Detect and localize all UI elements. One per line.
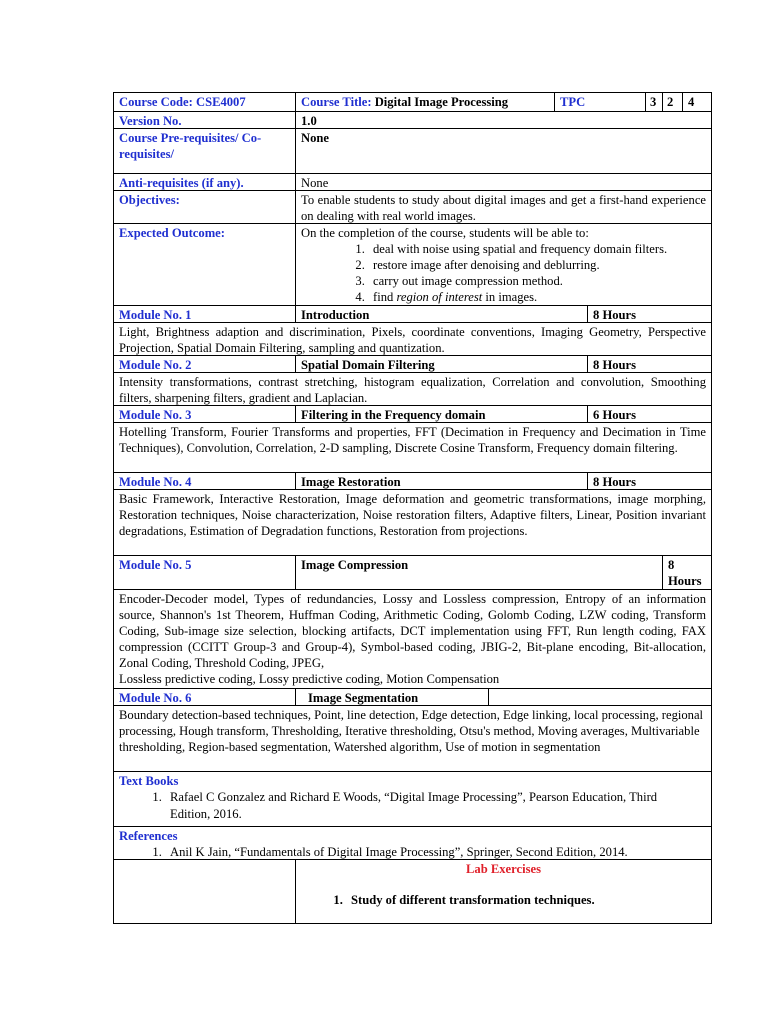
- tpc-label: TPC: [554, 93, 645, 111]
- textbook-item: 1. Rafael C Gonzalez and Richard E Woods, “Digital Image Processing”, Pearson Education, Third Edition, 2016.: [165, 789, 706, 823]
- module-4-no: Module No. 4: [114, 472, 295, 489]
- lab-list: [301, 892, 706, 908]
- module-2-title: Spatial Domain Filtering: [295, 355, 587, 372]
- references-label: References: [119, 829, 178, 843]
- module-4-content: Basic Framework, Interactive Restoration, Image deformation and geometric transformations, image morphing, Restoration techniques, Noise characterization, Noise restoration filters, Adaptive filters, Linear, Position invariant degradations, Estimation of Degradation functions, Restoration from projections.: [114, 489, 711, 555]
- lab-title: Lab Exercises: [466, 862, 541, 876]
- outcome-item: 3. carry out image compression method.: [368, 273, 706, 289]
- objectives-text: To enable students to study about digital images and get a first-hand experience on dealing with real world images.: [295, 190, 711, 223]
- tpc-c-value: 4: [682, 93, 711, 111]
- module-3-content: Hotelling Transform, Fourier Transforms and properties, FFT (Decimation in Frequency and Decimation in Time Techniques), Convolution, Correlation, 2-D sampling, Discrete Cosine Transform, Frequency domain filtering.: [114, 422, 711, 472]
- lab-cell: [295, 859, 711, 923]
- module-1-title: Introduction: [295, 305, 587, 322]
- prereq-value: None: [295, 128, 711, 173]
- module-6-hours: [488, 688, 711, 705]
- module-6-content: Boundary detection-based techniques, Point, line detection, Edge detection, Edge linking, local processing, regional processing, Hough transform, Thresholding, Iterative thresholding, Otsu's method, Moving averages, Multivariable thresholding, Region-based segmentation, Watershed algorithm, Use of motion in segmentation: [114, 705, 711, 771]
- module-1-no: Module No. 1: [114, 305, 295, 322]
- module-6-no: Module No. 6: [114, 688, 295, 705]
- course-code-label: Course Code:: [119, 95, 193, 109]
- course-code-value: CSE4007: [195, 95, 246, 109]
- outcome-label: Expected Outcome:: [114, 223, 295, 305]
- module-3-hours: 6 Hours: [587, 405, 711, 422]
- tpc-t-value: 3: [645, 93, 662, 111]
- anti-value: None: [295, 173, 711, 190]
- module-5-content-last: Lossless predictive coding, Lossy predictive coding, Motion Compensation: [119, 672, 500, 686]
- module-1-content: Light, Brightness adaption and discrimination, Pixels, coordinate conventions, Imaging Geometry, Perspective Projection, Spatial Domain Filtering, sampling and quantization.: [114, 322, 711, 355]
- tpc-p-value: 2: [662, 93, 682, 111]
- module-2-content: Intensity transformations, contrast stretching, histogram equalization, Correlation and convolution, Smoothing filters, sharpening filters, gradient and Laplacian.: [114, 372, 711, 405]
- references-list: [119, 844, 706, 859]
- outcome-item: 4. find region of interest in images.: [368, 289, 706, 305]
- references-cell: [114, 826, 711, 859]
- syllabus-table: [113, 92, 712, 924]
- textbooks-label: Text Books: [119, 774, 179, 788]
- module-2-hours: 8 Hours: [587, 355, 711, 372]
- outcome-cell: [295, 223, 711, 305]
- lab-item: 1. Study of different transformation techniques.: [346, 892, 706, 908]
- module-5-content: [114, 589, 711, 688]
- module-3-title: Filtering in the Frequency domain: [295, 405, 587, 422]
- module-5-no: Module No. 5: [114, 555, 295, 589]
- course-code-cell: [114, 93, 295, 111]
- module-4-title: Image Restoration: [295, 472, 587, 489]
- module-5-title: Image Compression: [295, 555, 662, 589]
- prereq-label: Course Pre-requisites/ Co-requisites/: [114, 128, 295, 173]
- reference-item: 1. Anil K Jain, “Fundamentals of Digital Image Processing”, Springer, Second Edition, 2014.: [165, 844, 706, 859]
- outcome-item: 2. restore image after denoising and deblurring.: [368, 257, 706, 273]
- module-5-content-main: Encoder-Decoder model, Types of redundancies, Lossy and Lossless compression, Entropy of an information source, Shannon's 1st Theorem, Huffman Coding, Arithmetic Coding, Golomb Coding, LZW coding, Transform Coding, Sub-image size selection, blocking artifacts, DCT implementation using FFT, Run length coding, FAX compression (CCITT Group-3 and Group-4), Symbol-based coding, JBIG-2, Bit-plane encoding, Bit-allocation, Zonal Coding, Threshold Coding, JPEG,: [119, 592, 706, 670]
- module-5-hours: 8 Hours: [662, 555, 711, 589]
- textbooks-list: [119, 789, 706, 823]
- outcome-list: [301, 241, 706, 305]
- module-3-no: Module No. 3: [114, 405, 295, 422]
- course-title-cell: [295, 93, 554, 111]
- module-2-no: Module No. 2: [114, 355, 295, 372]
- outcome-intro: On the completion of the course, students will be able to:: [301, 226, 589, 240]
- course-title-label: Course Title:: [301, 95, 372, 109]
- course-title-value: Digital Image Processing: [374, 95, 509, 109]
- objectives-label: Objectives:: [114, 190, 295, 223]
- anti-label: Anti-requisites (if any).: [114, 173, 295, 190]
- lab-left-cell: [114, 859, 295, 923]
- version-label: Version No.: [114, 111, 295, 128]
- version-value: 1.0: [295, 111, 711, 128]
- textbooks-cell: [114, 771, 711, 826]
- module-1-hours: 8 Hours: [587, 305, 711, 322]
- module-4-hours: 8 Hours: [587, 472, 711, 489]
- module-6-title: Image Segmentation: [295, 688, 488, 705]
- outcome-item: 1. deal with noise using spatial and frequency domain filters.: [368, 241, 706, 257]
